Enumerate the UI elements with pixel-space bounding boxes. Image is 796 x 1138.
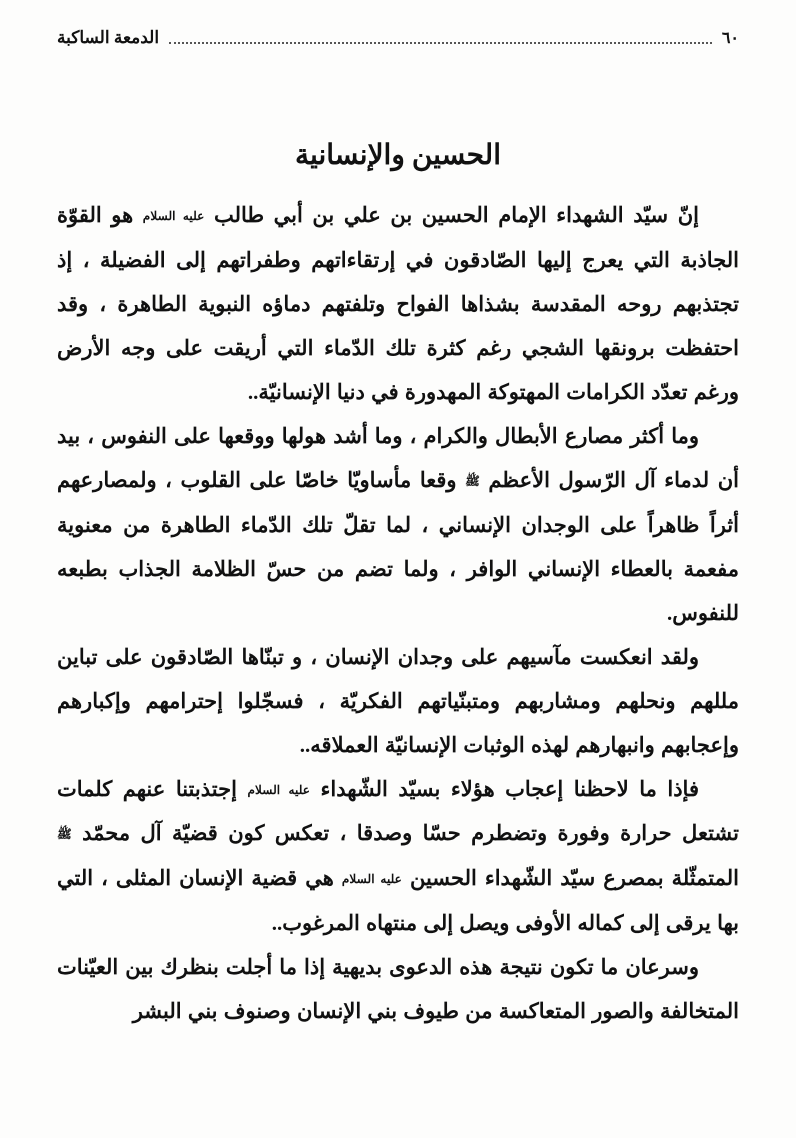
page-number: ٦٠	[721, 30, 739, 47]
honorific-symbol: ﷺ	[465, 473, 480, 488]
paragraph: ولقد انعكست مآسيهم على وجدان الإنسان ، و تبنّاها الصّادقون على تباين مللهم ونحلهم ومشاربهم ومتبنّياتهم الفكريّة ، فسجّلوا إحترامهم وإكبارهم وإعجابهم وانبهارهم لهذه الوثبات الإنسانيّة العملاقه..	[57, 644, 739, 757]
chapter-title: الحسين والإنسانية	[295, 140, 501, 171]
dotted-leader	[169, 41, 712, 44]
paragraph: وما أكثر مصارع الأبطال والكرام ، وما أشد هولها ووقعها على النفوس ، بيد أن لدماء آل الرّسول الأعظم ﷺ وقعا مأساويّا خاصّا على القلوب ، ولمصارعهم أثراً ظاهراً على الوجدان الإنساني ، لما تقلّ تلك الدّماء الطاهرة من معنوية مفعمة بالعطاء الإنساني الوافر ، ولما تضم من حسّ الظلامة الجذاب بطبعه للنفوس.	[57, 423, 740, 625]
honorific-symbol: عليه السلام	[247, 782, 310, 797]
book-title: الدمعة الساكبة	[57, 28, 160, 47]
body-paragraphs	[57, 193, 739, 1033]
honorific-symbol: عليه السلام	[142, 208, 205, 223]
page-header	[57, 24, 739, 50]
paragraph: فإذا ما لاحظنا إعجاب هؤلاء بسيّد الشّهداء عليه السلام إجتذبتنا عنهم كلمات تشتعل حرارة وفورة وتضطرم حسّا وصدقا ، تعكس كون قضيّة آل محمّد ﷺ المتمثّلة بمصرع سيّد الشّهداء الحسين عليه السلام هي قضية الإنسان المثلى ، التي بها يرقى إلى كماله الأوفى ويصل إلى منتهاه المرغوب..	[57, 776, 739, 936]
honorific-symbol: عليه السلام	[341, 872, 402, 887]
paragraph: وسرعان ما تكون نتيجة هذه الدعوى بديهية إذا ما أجلت بنظرك بين العيّنات المتخالفة والصور المتعاكسة من طيوف بني الإنسان وصنوف بني البشر	[57, 955, 739, 1024]
paragraph: إنّ سيّد الشهداء الإمام الحسين بن علي بن أبي طالب عليه السلام هو القوّة الجاذبة التي يعرج إليها الصّادقون في إرتقاءاتهم وطفراتهم إلى الفضيلة ، إذ تجتذبهم روحه المقدسة بشذاها الفواح وتلفتهم دماؤه النبوية الطاهرة ، وقد احتفظت برونقها الشجي رغم كثرة تلك الدّماء التي أريقت على وجه الأرض ورغم تعدّد الكرامات المهتوكة المهدورة في دنيا الإنسانيّة..	[57, 203, 739, 404]
honorific-symbol: ﷺ	[57, 827, 72, 842]
